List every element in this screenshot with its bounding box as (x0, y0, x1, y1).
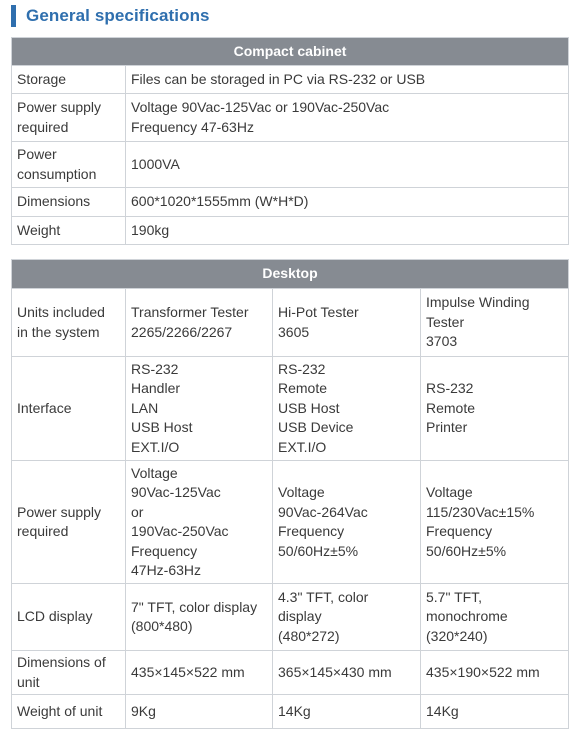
row-cell: Voltage 115/230Vac±15% Frequency 50/60Hz±5% (421, 461, 569, 584)
row-cell: 9Kg (126, 695, 273, 729)
row-label: Weight of unit (12, 695, 126, 729)
table-row (12, 289, 569, 357)
row-cell: 435×190×522 mm (421, 651, 569, 695)
row-cell: Transformer Tester 2265/2266/2267 (126, 289, 273, 357)
row-cell: 14Kg (421, 695, 569, 729)
table-row (12, 217, 569, 245)
row-value: Voltage 90Vac-125Vac or 190Vac-250Vac Frequency 47-63Hz (126, 94, 569, 142)
row-value: 1000VA (126, 142, 569, 188)
row-cell: 365×145×430 mm (273, 651, 421, 695)
row-cell: 5.7" TFT, monochrome (320*240) (421, 584, 569, 651)
row-label: Interface (12, 357, 126, 461)
table-row (12, 584, 569, 651)
row-cell: RS-232 Handler LAN USB Host EXT.I/O (126, 357, 273, 461)
row-label: Dimensions of unit (12, 651, 126, 695)
section-title: General specifications (26, 6, 210, 25)
heading-accent-bar (11, 5, 16, 27)
row-value: 190kg (126, 217, 569, 245)
row-label: Weight (12, 217, 126, 245)
row-value: Files can be storaged in PC via RS-232 or USB (126, 66, 569, 94)
row-label: Power consumption (12, 142, 126, 188)
compact-cabinet-table (11, 37, 569, 245)
desktop-header: Desktop (12, 260, 569, 289)
row-cell: Impulse Winding Tester 3703 (421, 289, 569, 357)
compact-cabinet-header: Compact cabinet (12, 38, 569, 66)
row-label: Dimensions (12, 188, 126, 217)
row-cell: Voltage 90Vac-125Vac or 190Vac-250Vac Frequency 47Hz-63Hz (126, 461, 273, 584)
table-row (12, 94, 569, 142)
row-cell: 4.3" TFT, color display (480*272) (273, 584, 421, 651)
row-cell: 7" TFT, color display (800*480) (126, 584, 273, 651)
row-cell: Voltage 90Vac-264Vac Frequency 50/60Hz±5% (273, 461, 421, 584)
section-heading (11, 5, 210, 27)
table-row (12, 651, 569, 695)
row-label: Units included in the system (12, 289, 126, 357)
row-cell: 435×145×522 mm (126, 651, 273, 695)
row-label: Power supply required (12, 94, 126, 142)
row-label: LCD display (12, 584, 126, 651)
table-row (12, 66, 569, 94)
row-cell: RS-232 Remote Printer (421, 357, 569, 461)
table-row (12, 695, 569, 729)
table-row (12, 461, 569, 584)
row-label: Storage (12, 66, 126, 94)
desktop-table (11, 259, 569, 729)
row-cell: Hi-Pot Tester 3605 (273, 289, 421, 357)
row-value: 600*1020*1555mm (W*H*D) (126, 188, 569, 217)
row-cell: 14Kg (273, 695, 421, 729)
table-row (12, 357, 569, 461)
table-row (12, 142, 569, 188)
row-cell: RS-232 Remote USB Host USB Device EXT.I/O (273, 357, 421, 461)
row-label: Power supply required (12, 461, 126, 584)
table-row (12, 188, 569, 217)
